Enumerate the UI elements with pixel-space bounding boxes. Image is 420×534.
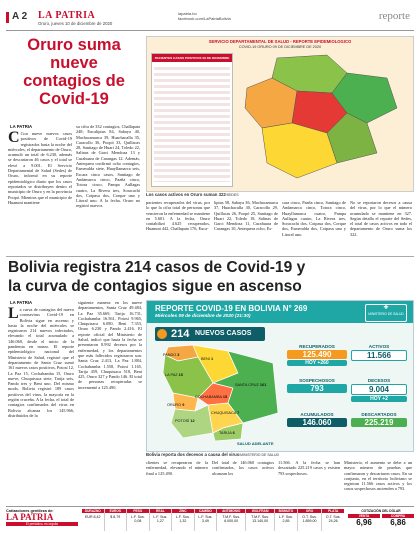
- dollar-rate-box: [348, 509, 414, 531]
- article1-byline: LA PATRIA: [10, 124, 33, 129]
- recovered-today: HOY +260: [287, 360, 347, 366]
- article2-column-4: clientes se recuperaron de la enfermedad, elevando el número final a 125.490.: [146, 460, 208, 476]
- infographic-title-bar: [147, 301, 413, 323]
- discarded-value: 225.219: [351, 418, 407, 427]
- dollar-rate-title: COTIZACIÓN DEL DÓLAR: [361, 509, 401, 513]
- currency-cell: ANTIMONIO T.M.F. Sus. 6.000,00: [217, 509, 246, 531]
- kpi-suspects: [287, 377, 347, 401]
- currency-cell: BISMUTO L.F. Sus. 2,85: [275, 509, 298, 531]
- dept-label-beni: BENI 1: [201, 357, 214, 361]
- footer-promo-line1: Cotizaciones gentileza de:: [6, 509, 54, 513]
- article2-column-7: Ministerio, el aumento se debe a un mayor número de pruebas que confirmaron y descartaron casos. En su conjunto, en el territorio boliviano se registran 11.566 casos activos y los casos sospechosos ascienden a 793.: [344, 460, 412, 492]
- ministry-emblem-icon: ✚: [383, 305, 389, 311]
- sedes-table: [151, 53, 233, 187]
- currency-cell: CAMBIO L.F. Sus. 3,49: [195, 509, 218, 531]
- currency-cell: PLATA O.T. Sus. 24,26: [322, 509, 344, 531]
- article1-column-3: pacientes recuperados del virus, por lo que la cifra total de personas que vencieron la enfermedad se mantiene en 5.601. A la fecha, Oruro contabilizó 4.625 recuperados, Huanuni 442, Challapata 176, Euca-: [146, 200, 210, 232]
- discarded-label: DESCARTADOS: [361, 412, 397, 417]
- deaths-label: DECESOS: [367, 378, 391, 383]
- footer-bar: [6, 506, 414, 533]
- dept-label-la-paz: LA PAZ 15: [165, 373, 183, 377]
- currency-table: [82, 509, 344, 531]
- dept-label-oruro: ORURO 9: [167, 403, 185, 407]
- footer-tagline: El periódico, es orgullo: [6, 522, 78, 526]
- article-divider: [6, 256, 414, 257]
- header-rule: [6, 30, 414, 31]
- drop-cap-2: L: [8, 307, 19, 322]
- active-value: 11.566: [351, 350, 407, 361]
- new-cases-icon: [157, 329, 167, 339]
- new-cases-value: 214: [171, 328, 190, 340]
- currency-cell: WOLFRAM T.M.F. Sus. 13.140,00: [246, 509, 275, 531]
- article1-column-6: No se reportaron decesos a causa del virus, por lo que el número acumulado se mantiene en 327. Según detalla el reporte del Sedes, el total de casos activos en todo el departamento de Oruro suma los 322.: [350, 200, 412, 237]
- kpi-deaths: [351, 377, 407, 407]
- kpi-active: [351, 343, 407, 373]
- sedes-table-rows: [154, 64, 230, 182]
- section-label: reporte: [378, 10, 410, 22]
- dept-label-chuquisaca: CHUQUISACA 7: [211, 411, 240, 415]
- article1-headline: Oruro suma nueve contagios de Covid-19: [23, 36, 125, 108]
- page-number-marker: [6, 12, 9, 23]
- sedes-report-subtitle: COVID-19 ORURO 09 DE DICIEMBRE DE 2020: [238, 45, 322, 49]
- dept-label-tarija: TARIJA 6: [219, 431, 235, 435]
- currency-cell: REAL L.F. Sus. 1,27: [150, 509, 173, 531]
- article1-column-4: liptus 58, Sabaya 36, Machacamarca 37, Huachacalla 30, Caracollo 29, Quillacas 26, Poopó 25, Santiago de Huari 22, Toledo 18, Salinas de Garci Mendoza 11, Curahuara de Carangas 10, Antequera ocho, Es-: [214, 200, 278, 232]
- footer-brand: LA PATRIA: [6, 512, 54, 522]
- article1-column-1: C Con nueve nuevos casos positivos de Covid-19 registrados hasta la noche del miércoles, el departamento de Oruro, acumuló un total de 6.230, además se descartaron 46 casos y el total se elevó a 9.001. El Servicio Departamental de Salud (Sedes) de Oruro, informó en su reporte epidemiológico diario que los casos reportados se distribuyen dentro el municipio de Oruro y en la provincia Poopó. Mientras que el municipio de Huanuni mantiene: [8, 131, 72, 205]
- dept-label-santa-cruz: SANTA CRUZ 161: [235, 383, 267, 387]
- article2-column-1: La curva de contagios del nuevo coronavirus Covid-19 en Bolivia sigue en ascenso y hasta la noche del miércoles se registraron 214 nuevos infectados, elevando el total acumulado a 146.060, desde el inicio de la pandemia en marzo. El reporte epidemiológico nacional del Ministerio de Salud, registró que el departamento de Santa Cruz sumó 161 nuevos casos positivos, Potosí 12, La Paz 15, Cochabamba 15, Oruro nueve, Chuquisaca siete, Tarija seis, Pando tres y Beni uno. Del mismo modo, Bolivia registró 189 casos positivos del virus, la mayoría en la región cruceña. A la fecha, el total de contagios confirmados del virus en Bolivia alcanza los 145.966, distribuidos de la: [8, 307, 74, 418]
- map-caption: Los casos activos en Oruro suman 322/SEDES: [146, 192, 239, 197]
- dept-label-cochabamba: COCHABAMBA 15: [195, 395, 228, 399]
- dollar-buy-value: 6,96: [356, 518, 372, 527]
- deaths-value: 9.004: [351, 384, 407, 395]
- infographic-footer: SALUD ADELANTE: [237, 441, 274, 446]
- currency-cell: EUROS $ 8,79: [105, 509, 128, 531]
- suspects-label: SOSPECHOSOS: [299, 378, 335, 383]
- currency-cell: DURAZNO EUR 8,42: [82, 509, 105, 531]
- sedes-table-header: PACIENTES CASOS POSITIVOS 09 DE DICIEMBRE: [152, 54, 232, 62]
- drop-cap: C: [8, 131, 20, 146]
- cumulative-label: ACUMULADOS: [300, 412, 334, 417]
- active-label: ACTIVOS: [368, 344, 390, 349]
- recovered-label: RECUPERADOS: [299, 344, 335, 349]
- ministry-logo: ✚ MINISTERIO DE SALUD: [365, 304, 407, 322]
- article2-column-5: Del total de 146.060 contagios confirmados, los casos activos alcanzan los: [212, 460, 274, 476]
- dollar-sell-label: COMPRA: [382, 514, 414, 518]
- currency-cell: ZINC L.F. Sus. 1,32: [172, 509, 195, 531]
- facebook-link[interactable]: facebook.com/LaPatriaBolivia: [178, 16, 231, 21]
- infographic-caption: Bolivia reporta dos decesos a causa del virus/MINISTERIO DE SALUD: [146, 452, 280, 457]
- article2-headline: Bolivia registra 214 casos de Covid-19 y la curva de contagios sigue en ascenso: [8, 259, 306, 295]
- kpi-cumulative: [287, 411, 347, 441]
- article1-column-2: su cifra de 332 contagios, Challapata 248; Eucaliptus 84, Sabaya 40, Machacamarca 39, Huachacalla 35, Caracollo 36, Poopó 33, Quillacas 28, Santiago de Huari 24, Toledo 22, Salinas de Garci Mendoza 13 y Curahuara de Carangas 12. Además, Antequera confirmó ocho contagios, Esmeralda siete, Huayllamarca seis, Escara cinco casos, Santiago de Andamarca cinco, Pazña cinco, Totora cinco, Pampa Aullagas cuatro, La Rivera tres, Soracachi dos, Coipasa dos, Corque uno y Litoral uno. A la fecha, Oruro no registró nuevos: [76, 124, 140, 209]
- recovered-value: 125.490: [287, 350, 347, 359]
- infographic-title: REPORTE COVID-19 EN BOLIVIA N° 269: [155, 304, 308, 313]
- sedes-report-graphic: [146, 36, 414, 192]
- kpi-recovered: [287, 343, 347, 373]
- deaths-today: HOY +2: [351, 396, 407, 402]
- footer-promo: [6, 509, 78, 526]
- dept-label-pando: PANDO 3: [163, 353, 180, 357]
- article2-byline: LA PATRIA: [10, 300, 33, 305]
- currency-cell: ORO O.T. Sus. 1.859,00: [298, 509, 323, 531]
- edition-date: Oruro, jueves 10 de diciembre de 2020: [38, 21, 113, 26]
- dollar-sell-value: 6,86: [390, 518, 406, 527]
- page-header: [6, 8, 414, 32]
- suspects-value: 793: [287, 384, 347, 393]
- new-cases-label: NUEVOS CASOS: [195, 330, 252, 337]
- currency-cell: PESO L.F. Sus. 0,08: [127, 509, 150, 531]
- new-cases-banner: [155, 327, 265, 341]
- article2-column-6: 11.566. A la fecha se han descartado 225.219 casos y existen 793 sospechosos.: [278, 460, 340, 476]
- infographic-date: Miércoles 09 de diciembre de 2020 (21:30): [155, 314, 251, 319]
- social-links: [178, 11, 231, 21]
- bolivia-map: [153, 343, 283, 443]
- kpi-discarded: [351, 411, 407, 441]
- article1-column-5: cara cinco, Pazña cinco, Santiago de Andamarca cinco, Totora cinco, Huayllamarca cuatro, Pampa Aullagas cuatro, La Rivera tres, Soracachi dos, Coipasa dos, Corque dos, Esmeralda dos, Coipasa uno y Litoral uno.: [282, 200, 346, 237]
- sedes-report-title: SERVICIO DEPARTAMENTAL DE SALUD - REPORTE EPIDEMIOLOGICO: [208, 39, 352, 44]
- dollar-buy-label: VENTA: [348, 514, 380, 518]
- article2-column-2: siguiente manera: en los nueve departamentos, Santa Cruz 49.484, La Paz 35.669, Tarija 16.731, Cochabamba 16.561, Potosí 9.965, Chuquisaca 6.080, Beni 7.353, Oruro 6.230 y Pando 2.416. El reporte oficial del Ministerio de Salud, indicó que hasta la fecha se presentaron 8.992 decesos por la enfermedad, y los departamentos que más fallecidos registraron son: Santa Cruz 2.413, La Paz 1.884, Cochabamba 1.558, Potosí 1.165, Tarija 459, Chuquisaca 518, Beni 425, Oruro 327 y Pando 146. El total de personas recuperadas se incrementó a 125.490.: [78, 300, 142, 390]
- cumulative-value: 146.060: [287, 418, 347, 427]
- page-number: A 2: [12, 11, 28, 22]
- dept-label-potosi: POTOSÍ 12: [175, 419, 195, 423]
- oruro-map: [237, 53, 405, 183]
- website-link[interactable]: lapatria.bo: [178, 11, 197, 16]
- covid-infographic: [146, 300, 414, 452]
- masthead: LA PATRIA: [38, 10, 96, 21]
